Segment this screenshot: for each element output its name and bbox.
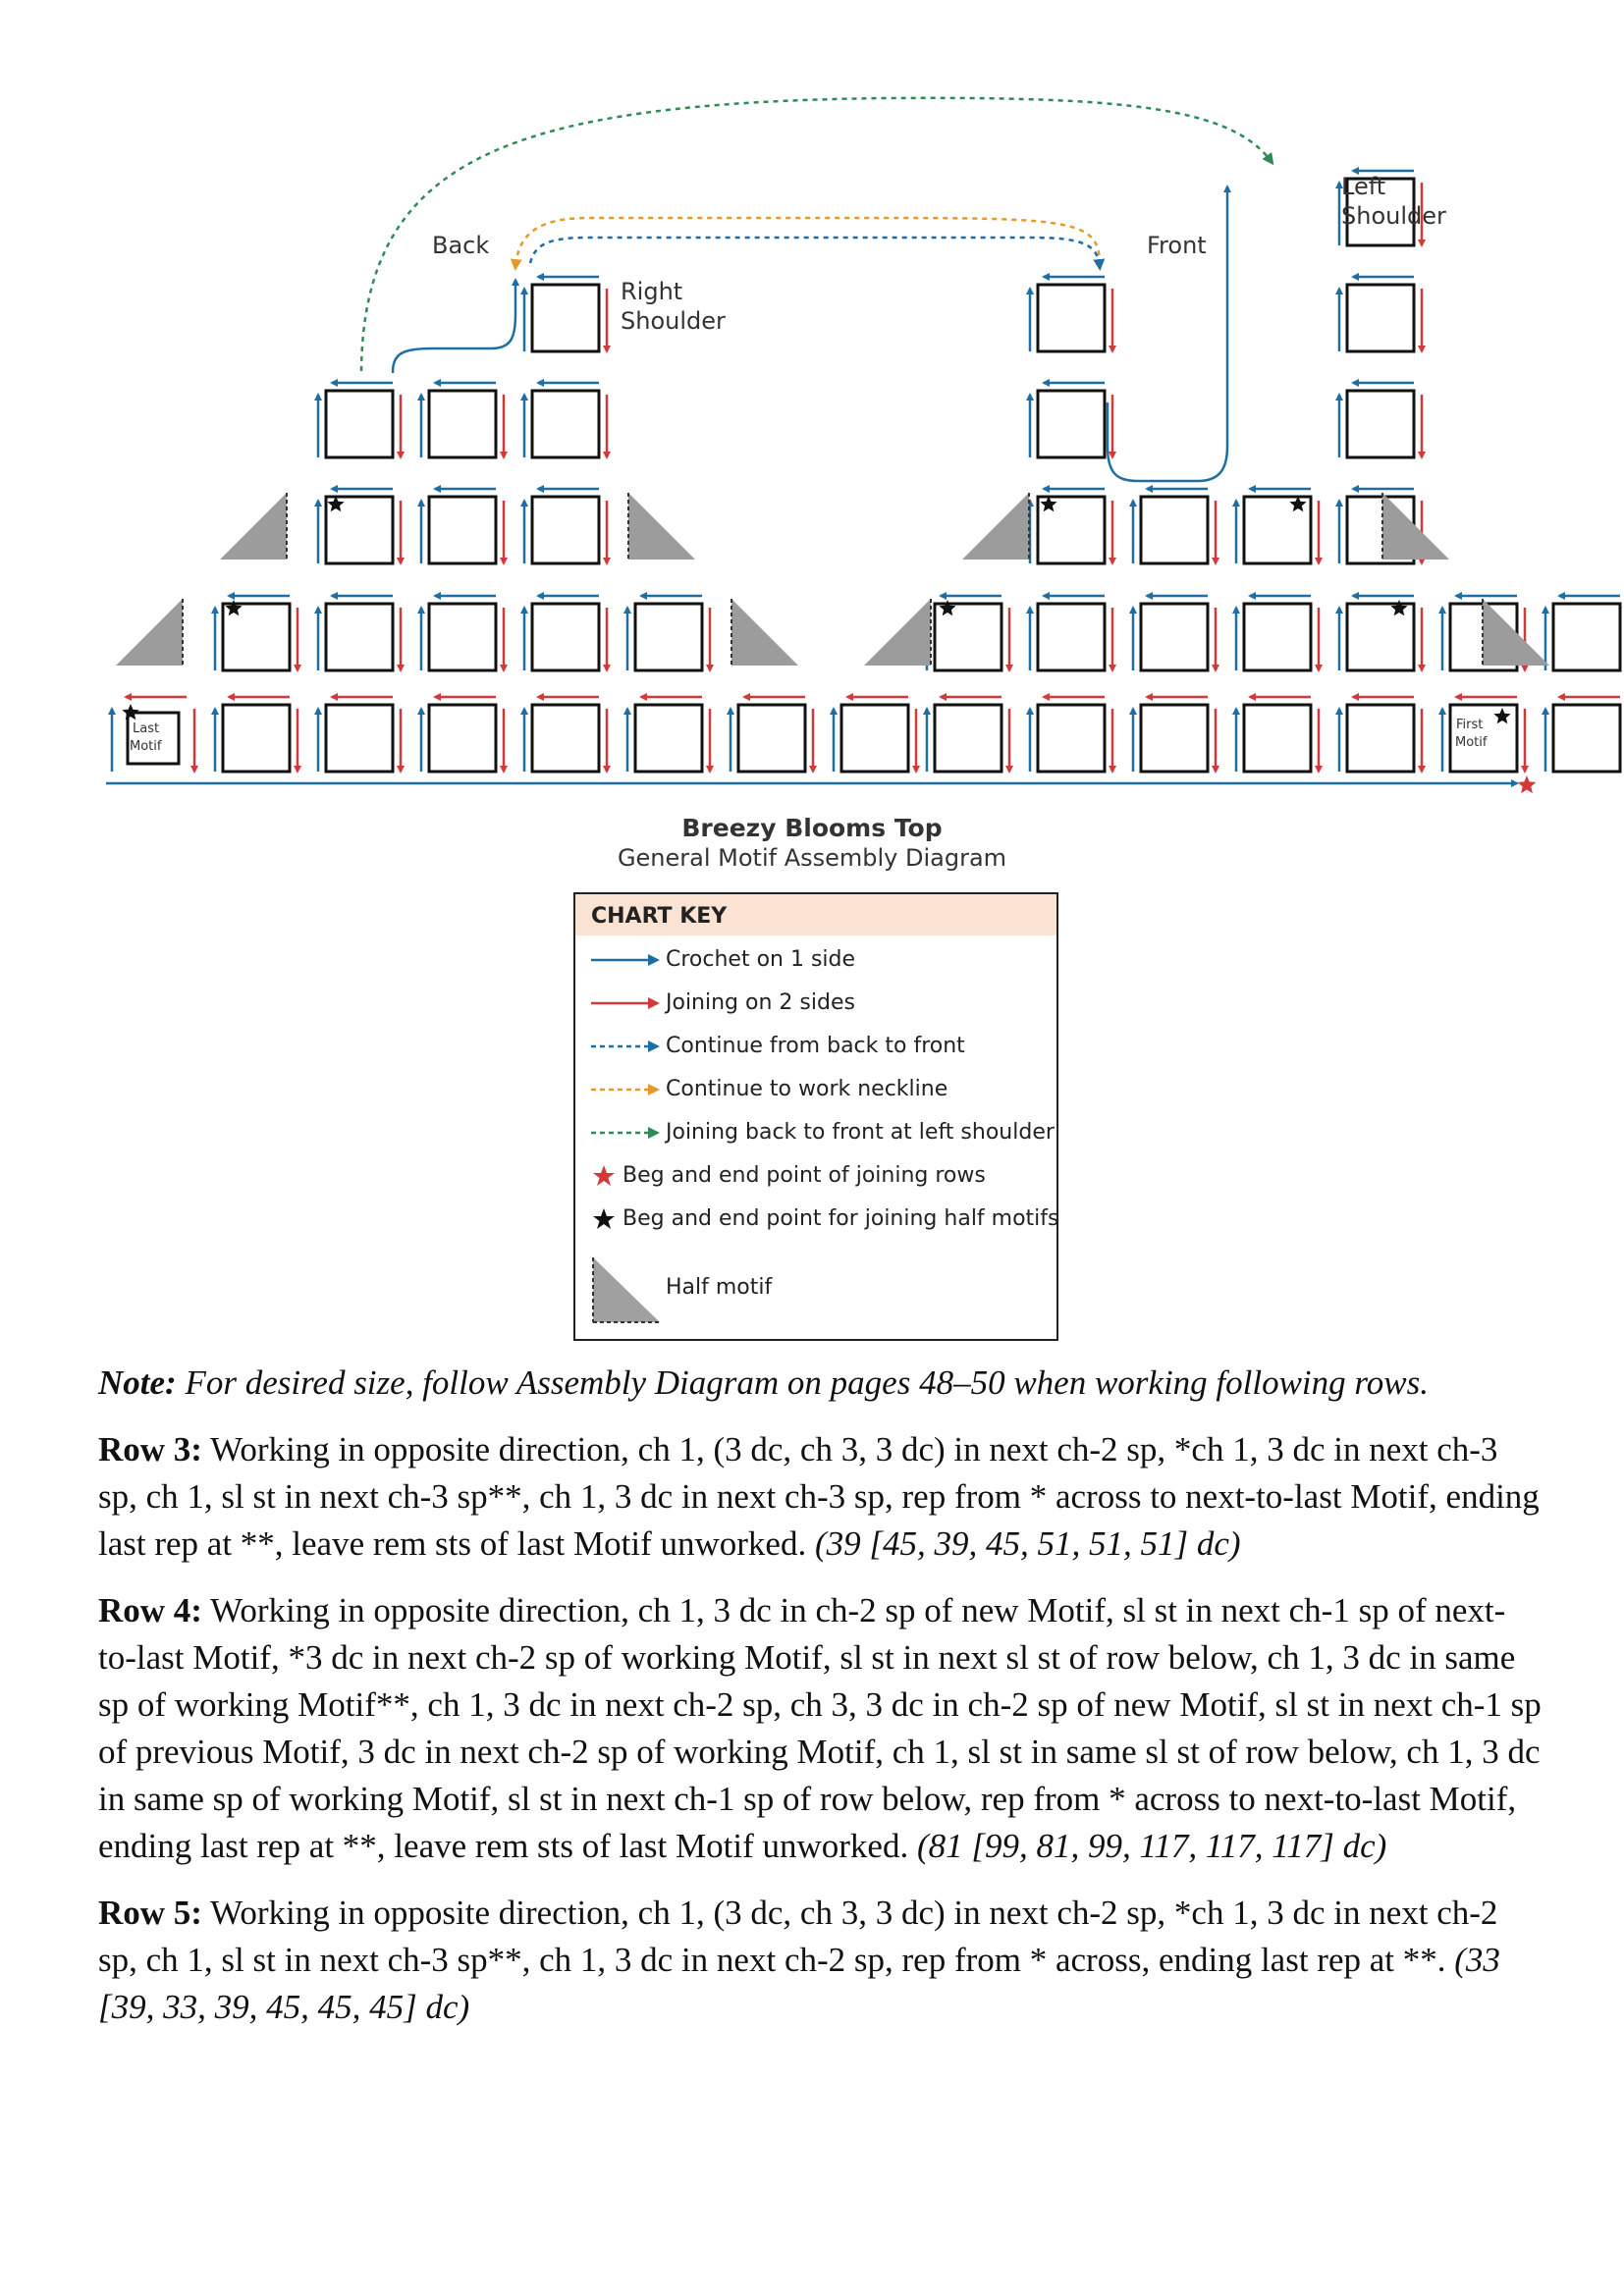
blue-solid-arrow-icon [589, 945, 664, 975]
red-solid-arrow-icon [589, 988, 664, 1018]
red-star-icon [589, 1161, 619, 1191]
motif-square [1141, 705, 1208, 772]
last-motif-label-1: Last [133, 721, 160, 736]
half-motif [628, 493, 695, 560]
chart-key-title: CHART KEY [575, 894, 1056, 935]
green-dashed-connector [361, 98, 1272, 371]
motif-square [1141, 497, 1208, 563]
right-shoulder-label-2: Shoulder [621, 307, 726, 335]
green-dashed-arrow-icon [589, 1118, 664, 1148]
row-3-count: (39 [45, 39, 45, 51, 51, 51] dc) [814, 1524, 1241, 1563]
half-motif [962, 493, 1029, 560]
motif-square [1244, 705, 1311, 772]
motif-square [935, 705, 1001, 772]
front-neck-curve [1108, 187, 1227, 481]
half-motif [220, 493, 287, 560]
diagram-title: Breezy Blooms Top [681, 814, 943, 842]
first-motif-label-1: First [1456, 718, 1484, 732]
note-label: Note: [98, 1363, 177, 1402]
last-motif-label-2: Motif [130, 739, 162, 754]
motif-square [1347, 391, 1414, 457]
motif-square [429, 705, 496, 772]
pattern-text [98, 1360, 1542, 2051]
motif-square [1038, 705, 1105, 772]
motif-square [326, 705, 393, 772]
row-5-count: (33 [39, 33, 39, 45, 45, 45] dc) [98, 1941, 1500, 2026]
row-4-paragraph [98, 1587, 1542, 1870]
motif-square [1244, 604, 1311, 670]
motif-square [128, 713, 179, 764]
blue-dashed-arrow-icon [589, 1032, 664, 1061]
left-shoulder-label-2: Shoulder [1341, 202, 1446, 230]
motif-square [841, 705, 908, 772]
half-motif [116, 599, 183, 666]
motif-square [326, 604, 393, 670]
orange-dashed-arrow-icon [589, 1075, 664, 1104]
row-5-paragraph [98, 1890, 1542, 2031]
assembly-diagram [0, 0, 1624, 883]
left-shoulder-label-1: Left [1341, 173, 1386, 200]
first-motif-label-2: Motif [1455, 735, 1488, 750]
row-4-label: Row 4: [98, 1591, 202, 1629]
row-5-body: Working in opposite direction, ch 1, (3 dc, ch 3, 3 dc) in next ch-2 sp, *ch 1, 3 dc in next ch-2 sp, ch 1, sl st in next ch-3 sp**, ch 1, 3 dc in next ch-2 sp, rep from * across, ending last rep at **. [98, 1894, 1498, 1979]
motif-square [532, 497, 599, 563]
half-motif [864, 599, 931, 666]
motif-square [532, 604, 599, 670]
note-paragraph [98, 1360, 1542, 1407]
motif-square [1553, 604, 1620, 670]
row-4-count: (81 [99, 81, 99, 117, 117, 117] dc) [916, 1827, 1387, 1865]
row-3-label: Row 3: [98, 1430, 202, 1468]
motif-square [1347, 285, 1414, 351]
row-4-body: Working in opposite direction, ch 1, 3 dc in ch-2 sp of new Motif, sl st in next ch-1 sp of next-to-last Motif, *3 dc in next ch-2 sp of working Motif, sl st in next sl st of row below, ch 1, 3 dc in same sp of working Motif**, ch 1, 3 dc in next ch-2 sp, ch 3, 3 dc in ch-2 sp of new Motif, sl st in next ch-1 sp of previous Motif, 3 dc in next ch-2 sp of working Motif, ch 1, sl st in same sl st of row below, ch 1, 3 dc in same sp of working Motif, sl st in next ch-1 sp of row below, rep from * across to next-to-last Motif, ending last rep at **, leave rem sts of last Motif unworked. [98, 1591, 1542, 1865]
right-shoulder-label-1: Right [621, 278, 683, 305]
motif-square [429, 604, 496, 670]
half-motif-icon [589, 1254, 664, 1326]
half-motif [731, 599, 798, 666]
motif-square [635, 705, 702, 772]
motif-square [532, 705, 599, 772]
back-label: Back [432, 232, 490, 259]
motif-square [1141, 604, 1208, 670]
row-5-label: Row 5: [98, 1894, 202, 1932]
black-star-icon [589, 1204, 619, 1234]
note-body: For desired size, follow Assembly Diagram on pages 48–50 when working following rows. [185, 1363, 1429, 1402]
row-3-paragraph [98, 1426, 1542, 1568]
motif-square [1038, 604, 1105, 670]
red-star-icon [1518, 775, 1537, 793]
motif-square [223, 604, 290, 670]
motif-square [326, 391, 393, 457]
blue-dashed-connector [530, 238, 1100, 267]
half-motif [1382, 493, 1449, 560]
motif-square [429, 497, 496, 563]
motif-square [635, 604, 702, 670]
motif-square [1347, 705, 1414, 772]
motif-square [223, 705, 290, 772]
row-3-body: Working in opposite direction, ch 1, (3 dc, ch 3, 3 dc) in next ch-2 sp, *ch 1, 3 dc in next ch-3 sp, ch 1, sl st in next ch-3 sp**, ch 1, 3 dc in next ch-3 sp, rep from * across to next-to-last Motif, ending last rep at **, leave rem sts of last Motif unworked. [98, 1430, 1540, 1563]
back-shoulder-curve [393, 280, 515, 373]
motif-square [532, 391, 599, 457]
motif-square [738, 705, 805, 772]
motif-square [1553, 705, 1620, 772]
motif-square [429, 391, 496, 457]
motif-square [532, 285, 599, 351]
motif-square [1038, 391, 1105, 457]
chart-key: CHART KEY Crochet on 1 side Joining on 2 sides Continue from back to front Continue to work neckline Joining back to front at left shoulder Beg and end point of joining rows Beg and end point for joining half motifs Half motif [573, 892, 1058, 1341]
orange-dashed-connector [515, 218, 1100, 267]
front-label: Front [1147, 232, 1207, 259]
diagram-subtitle: General Motif Assembly Diagram [617, 844, 1007, 872]
motif-square [1038, 285, 1105, 351]
